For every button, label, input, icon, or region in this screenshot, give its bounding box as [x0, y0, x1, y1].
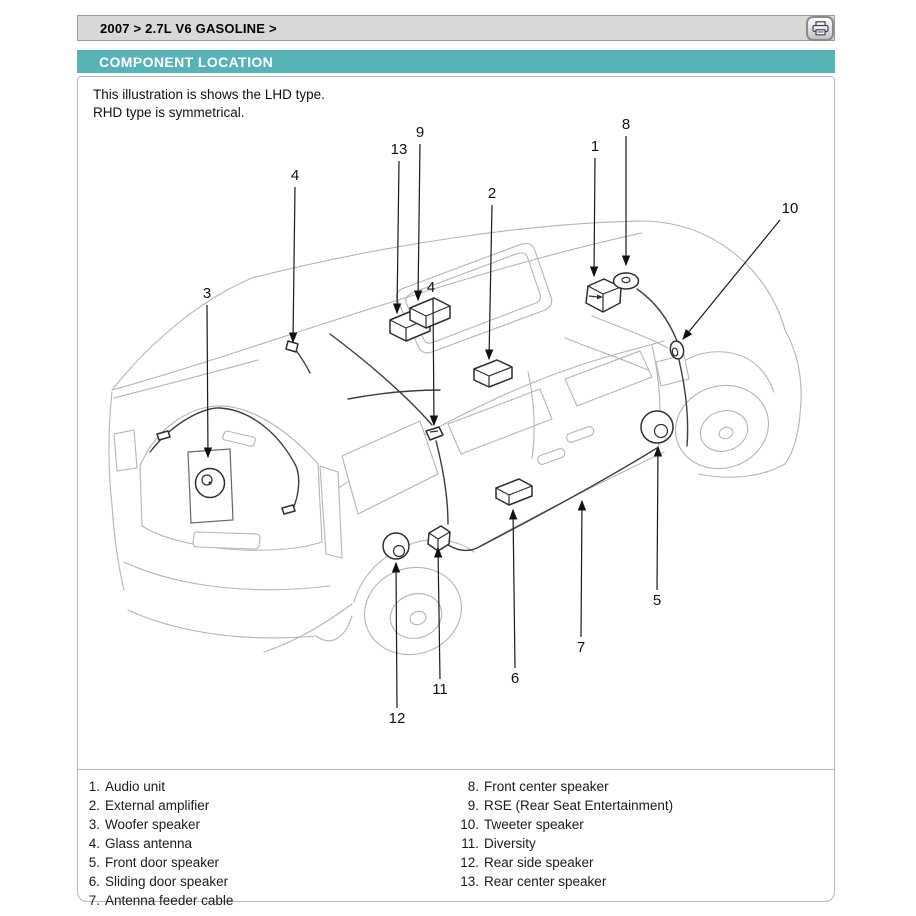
legend-label: Audio unit	[105, 779, 166, 794]
antenna-wire-to-diversity	[436, 441, 448, 524]
legend-divider	[77, 769, 835, 770]
front-door-speaker	[641, 411, 673, 443]
print-button[interactable]	[806, 16, 834, 41]
sunroof	[396, 244, 551, 353]
callout-1-arrow	[594, 158, 595, 276]
callout-13-arrow	[397, 161, 399, 313]
legend-number: 8.	[467, 779, 479, 794]
callout-2-label: 2	[487, 184, 497, 202]
note-line-2: RHD type is symmetrical.	[93, 105, 245, 120]
legend-number: 13.	[460, 874, 479, 889]
breadcrumb-bar	[77, 15, 835, 41]
legend-item-1	[84, 777, 233, 796]
callout-12-label: 12	[388, 709, 406, 727]
legend-label: External amplifier	[105, 798, 210, 813]
note-line-1: This illustration is shows the LHD type.	[93, 87, 325, 102]
legend-number: 5.	[88, 855, 100, 870]
callout-7-arrow	[581, 501, 582, 637]
callout-3-label: 3	[202, 284, 212, 302]
callout-1-label: 1	[590, 137, 600, 155]
license-plate-recess	[193, 532, 260, 549]
legend-item-7	[84, 891, 233, 910]
legend-column-left	[84, 777, 233, 910]
callout-4-label: 4	[290, 166, 300, 184]
callout-6-label: 6	[510, 669, 520, 687]
sliding-door-speaker-box	[496, 479, 532, 505]
legend-item-11	[455, 834, 673, 853]
mirror-patch	[656, 355, 689, 386]
external-amplifier-box	[474, 360, 512, 387]
legend-number: 12.	[460, 855, 479, 870]
legend-label: Glass antenna	[105, 836, 193, 851]
legend-item-8	[455, 777, 673, 796]
front-wheel	[665, 373, 780, 480]
callout-9-arrow	[418, 144, 420, 300]
legend-label: Sliding door speaker	[105, 874, 229, 889]
legend-label: RSE (Rear Seat Entertainment)	[484, 798, 674, 813]
door-handles	[536, 425, 594, 465]
legend-number: 9.	[467, 798, 479, 813]
printer-icon	[812, 21, 829, 36]
legend-label: Rear center speaker	[484, 874, 607, 889]
legend-item-13	[455, 872, 673, 891]
legend-number: 3.	[88, 817, 100, 832]
left-tail-lamp	[114, 430, 137, 471]
legend-number: 7.	[88, 893, 100, 908]
car-body-lines	[109, 221, 801, 667]
legend-label: Diversity	[484, 836, 536, 851]
legend-item-10	[455, 815, 673, 834]
callout-10-arrow	[683, 220, 780, 339]
section-banner	[77, 50, 835, 73]
legend-label: Antenna feeder cable	[105, 893, 234, 908]
legend-number: 11.	[461, 836, 479, 851]
legend-item-5	[84, 853, 233, 872]
vehicle-component-diagram	[78, 76, 835, 768]
front-center-speaker	[614, 273, 639, 289]
callout-7-label: 7	[576, 638, 586, 656]
legend-item-6	[84, 872, 233, 891]
front-door-window	[565, 351, 652, 406]
legend-label: Rear side speaker	[484, 855, 594, 870]
rse-box	[410, 298, 450, 328]
legend-number: 4.	[88, 836, 100, 851]
diversity-box	[428, 526, 450, 551]
glass-antenna-element	[426, 427, 443, 440]
glass-antenna-roof-connector	[286, 341, 298, 352]
callout-4-label: 4	[426, 278, 436, 296]
legend-item-2	[84, 796, 233, 815]
legend-item-4	[84, 834, 233, 853]
callout-11-label: 11	[432, 680, 448, 698]
legend-number: 6.	[88, 874, 100, 889]
callout-8-label: 8	[621, 115, 631, 133]
callout-5-arrow	[657, 447, 658, 590]
rear-wheel	[353, 555, 473, 667]
legend-number: 2.	[88, 798, 100, 813]
rear-side-speaker	[383, 533, 409, 559]
sliding-door-window	[448, 389, 552, 454]
callout-10-label: 10	[781, 199, 799, 217]
legend-number: 1.	[88, 779, 100, 794]
callout-9-label: 9	[415, 123, 425, 141]
c-pillar-line	[330, 334, 432, 425]
right-tail-lamp	[320, 466, 342, 558]
callout-6-arrow	[513, 510, 515, 668]
callout-4-arrow	[293, 187, 295, 342]
callout-12-arrow	[396, 563, 397, 708]
legend-label: Tweeter speaker	[484, 817, 584, 832]
callout-13-label: 13	[390, 140, 408, 158]
callout-5-label: 5	[652, 591, 662, 609]
section-title: COMPONENT LOCATION	[99, 53, 274, 70]
legend-label: Woofer speaker	[105, 817, 201, 832]
legend-number: 10.	[460, 817, 479, 832]
callout-11-arrow	[438, 548, 440, 679]
legend-column-right	[455, 777, 673, 891]
legend-label: Front door speaker	[105, 855, 220, 870]
antenna-feeder-cable-7	[448, 448, 657, 551]
breadcrumb[interactable]: 2007 > 2.7L V6 GASOLINE >	[100, 20, 277, 36]
legend-item-3	[84, 815, 233, 834]
legend-item-12	[455, 853, 673, 872]
callout-2-arrow	[489, 205, 492, 359]
woofer-speaker	[188, 449, 233, 523]
legend-item-9	[455, 796, 673, 815]
quarter-window	[342, 421, 438, 514]
legend-label: Front center speaker	[484, 779, 609, 794]
